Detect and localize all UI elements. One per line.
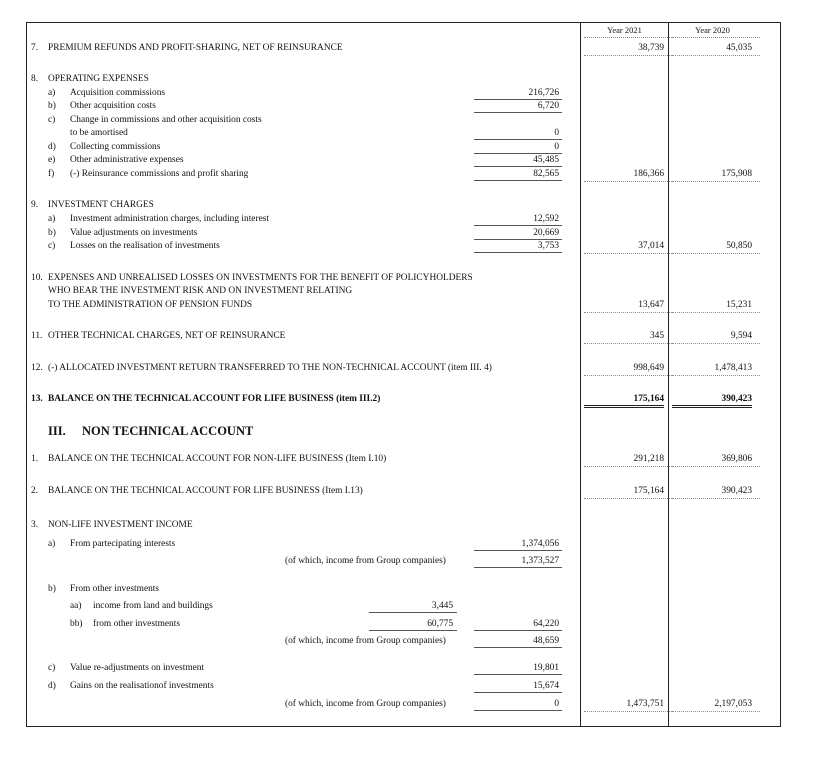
- sub-letter: a): [48, 214, 56, 224]
- value-2021: 998,649: [633, 363, 664, 373]
- value-2021: 37,014: [638, 241, 664, 251]
- sub-label: Gains on the realisationof investments: [70, 681, 214, 691]
- value-2021: 291,218: [633, 454, 664, 464]
- underline: [474, 630, 562, 631]
- underline: [474, 550, 562, 551]
- item-number: 11.: [31, 331, 43, 341]
- sub-value: 64,220: [533, 619, 559, 629]
- sub-value: 1,374,056: [521, 539, 559, 549]
- item-number: 8.: [31, 74, 39, 84]
- row-separator: [584, 466, 672, 467]
- group-income-label: (of which, income from Group companies): [285, 636, 446, 646]
- item-number: 12.: [31, 363, 43, 373]
- sub-value: 0: [554, 142, 559, 152]
- sub-letter: c): [48, 241, 56, 251]
- sub-value: 20,669: [533, 228, 559, 238]
- header-year-2021: Year 2021: [607, 25, 642, 35]
- row-separator: [672, 498, 760, 499]
- item-number: 7.: [31, 43, 39, 53]
- item-number: 13.: [31, 394, 43, 404]
- sub-value: 19,801: [533, 663, 559, 673]
- value-2021: 175,164: [633, 486, 664, 496]
- sub-value: 12,592: [533, 214, 559, 224]
- sub-sub-label: income from land and buildings: [93, 601, 213, 611]
- value-2021: 345: [649, 331, 664, 341]
- underline: [474, 225, 562, 226]
- double-underline: [584, 405, 664, 408]
- sub-label: Value adjustments on investments: [70, 228, 198, 238]
- value-2020: 369,806: [721, 454, 752, 464]
- underline: [369, 630, 457, 631]
- group-income-label: (of which, income from Group companies): [285, 699, 446, 709]
- sub-sub-label: from other investments: [93, 619, 180, 629]
- section-number: III.: [48, 424, 66, 438]
- sub-sub-value: 3,445: [431, 601, 453, 611]
- row-separator: [672, 711, 760, 712]
- row-separator: [672, 343, 760, 344]
- row-separator: [584, 181, 672, 182]
- underline: [369, 612, 457, 613]
- item-label: OPERATING EXPENSES: [48, 74, 149, 84]
- underline: [474, 180, 562, 181]
- value-2020: 2,197,053: [714, 699, 752, 709]
- sub-letter: b): [48, 101, 56, 111]
- sub-sub-letter: bb): [70, 619, 83, 629]
- sub-letter: c): [48, 663, 56, 673]
- sub-label: From other investments: [70, 584, 160, 594]
- sub-letter: a): [48, 539, 56, 549]
- sub-letter: d): [48, 681, 56, 691]
- value-2020: 390,423: [721, 486, 752, 496]
- value-2020: 50,850: [726, 241, 752, 251]
- row-separator: [672, 466, 760, 467]
- row-separator: [584, 343, 672, 344]
- row-separator: [672, 375, 760, 376]
- value-2020: 175,908: [721, 169, 752, 179]
- row-separator: [584, 498, 672, 499]
- item-label: BALANCE ON THE TECHNICAL ACCOUNT FOR LIFE BUSINESS (item III.2): [48, 394, 381, 404]
- column-divider-2021: [580, 22, 581, 727]
- underline: [474, 239, 562, 240]
- underline: [474, 647, 562, 648]
- row-separator: [584, 711, 672, 712]
- item-number: 3.: [31, 520, 39, 530]
- underline: [474, 567, 562, 568]
- sub-value: 45,485: [533, 155, 559, 165]
- sub-sub-value: 60,775: [427, 619, 453, 629]
- sub-letter: b): [48, 584, 56, 594]
- sub-letter: f): [48, 169, 55, 179]
- group-income-label: (of which, income from Group companies): [285, 556, 446, 566]
- underline: [474, 112, 562, 113]
- group-income-value: 1,373,527: [521, 556, 559, 566]
- value-2020: 9,594: [730, 331, 752, 341]
- row-separator: [672, 312, 760, 313]
- value-2021: 1,473,751: [626, 699, 664, 709]
- sub-label: Losses on the realisation of investments: [70, 241, 220, 251]
- sub-value: 216,726: [528, 88, 559, 98]
- value-2020: 1,478,413: [714, 363, 752, 373]
- underline: [474, 139, 562, 140]
- underline: [474, 166, 562, 167]
- value-2021: 186,366: [633, 169, 664, 179]
- item-number: 9.: [31, 200, 39, 210]
- sub-value: 15,674: [533, 681, 559, 691]
- section-title: NON TECHNICAL ACCOUNT: [82, 424, 254, 438]
- sub-letter: e): [48, 155, 56, 165]
- sub-letter: b): [48, 228, 56, 238]
- item-label-line3: TO THE ADMINISTRATION OF PENSION FUNDS: [48, 300, 253, 310]
- sub-value: 3,753: [537, 241, 559, 251]
- row-separator: [672, 253, 760, 254]
- value-2020: 15,231: [726, 300, 752, 310]
- sub-label: Other acquisition costs: [70, 101, 156, 111]
- value-2021: 175,164: [633, 394, 664, 404]
- sub-label: Investment administration charges, including interest: [70, 214, 269, 224]
- row-separator: [584, 55, 672, 56]
- item-label: NON-LIFE INVESTMENT INCOME: [48, 520, 193, 530]
- item-label: EXPENSES AND UNREALISED LOSSES ON INVESTMENTS FOR THE BENEFIT OF POLICYHOLDERS: [48, 273, 473, 283]
- sub-label: Value re-adjustments on investment: [70, 663, 205, 673]
- sub-label: (-) Reinsurance commissions and profit sharing: [70, 169, 249, 179]
- sub-letter: c): [48, 115, 56, 125]
- sub-label: Acquisition commissions: [70, 88, 166, 98]
- value-2020: 390,423: [721, 394, 752, 404]
- underline: [474, 692, 562, 693]
- underline: [474, 252, 562, 253]
- sub-value: 0: [554, 128, 559, 138]
- underline: [474, 153, 562, 154]
- underline: [474, 674, 562, 675]
- item-label: INVESTMENT CHARGES: [48, 200, 154, 210]
- row-separator: [584, 253, 672, 254]
- header-separator: [584, 37, 672, 38]
- sub-label: Change in commissions and other acquisition costs: [70, 115, 262, 125]
- item-label-line2: WHO BEAR THE INVESTMENT RISK AND ON INVESTMENT RELATING: [48, 286, 353, 296]
- underline: [474, 99, 562, 100]
- sub-label: From partecipating interests: [70, 539, 176, 549]
- sub-letter: d): [48, 142, 56, 152]
- sub-value: 82,565: [533, 169, 559, 179]
- sub-sub-letter: aa): [70, 601, 82, 611]
- group-income-value: 0: [554, 699, 559, 709]
- header-year-2020: Year 2020: [695, 25, 730, 35]
- group-income-value: 48,659: [533, 636, 559, 646]
- item-label: (-) ALLOCATED INVESTMENT RETURN TRANSFERRED TO THE NON-TECHNICAL ACCOUNT (item III. 4): [48, 363, 492, 373]
- value-2021: 13,647: [638, 300, 664, 310]
- item-number: 1.: [31, 454, 39, 464]
- header-separator: [672, 37, 760, 38]
- value-2021: 38,739: [638, 43, 664, 53]
- double-underline: [672, 405, 752, 408]
- item-label: OTHER TECHNICAL CHARGES, NET OF REINSURANCE: [48, 331, 286, 341]
- row-separator: [672, 181, 760, 182]
- row-separator: [672, 55, 760, 56]
- sub-letter: a): [48, 88, 56, 98]
- item-number: 10.: [31, 273, 43, 283]
- row-separator: [584, 375, 672, 376]
- row-separator: [584, 312, 672, 313]
- item-label: BALANCE ON THE TECHNICAL ACCOUNT FOR LIFE BUSINESS (Item I.13): [48, 486, 363, 496]
- sub-label-continued: to be amortised: [70, 128, 128, 138]
- sub-label: Collecting commissions: [70, 142, 161, 152]
- sub-label: Other administrative expenses: [70, 155, 184, 165]
- sub-value: 6,720: [537, 101, 559, 111]
- item-number: 2.: [31, 486, 39, 496]
- value-2020: 45,035: [726, 43, 752, 53]
- item-label: BALANCE ON THE TECHNICAL ACCOUNT FOR NON-LIFE BUSINESS (Item I.10): [48, 454, 387, 464]
- underline: [474, 710, 562, 711]
- item-label: PREMIUM REFUNDS AND PROFIT-SHARING, NET OF REINSURANCE: [48, 43, 343, 53]
